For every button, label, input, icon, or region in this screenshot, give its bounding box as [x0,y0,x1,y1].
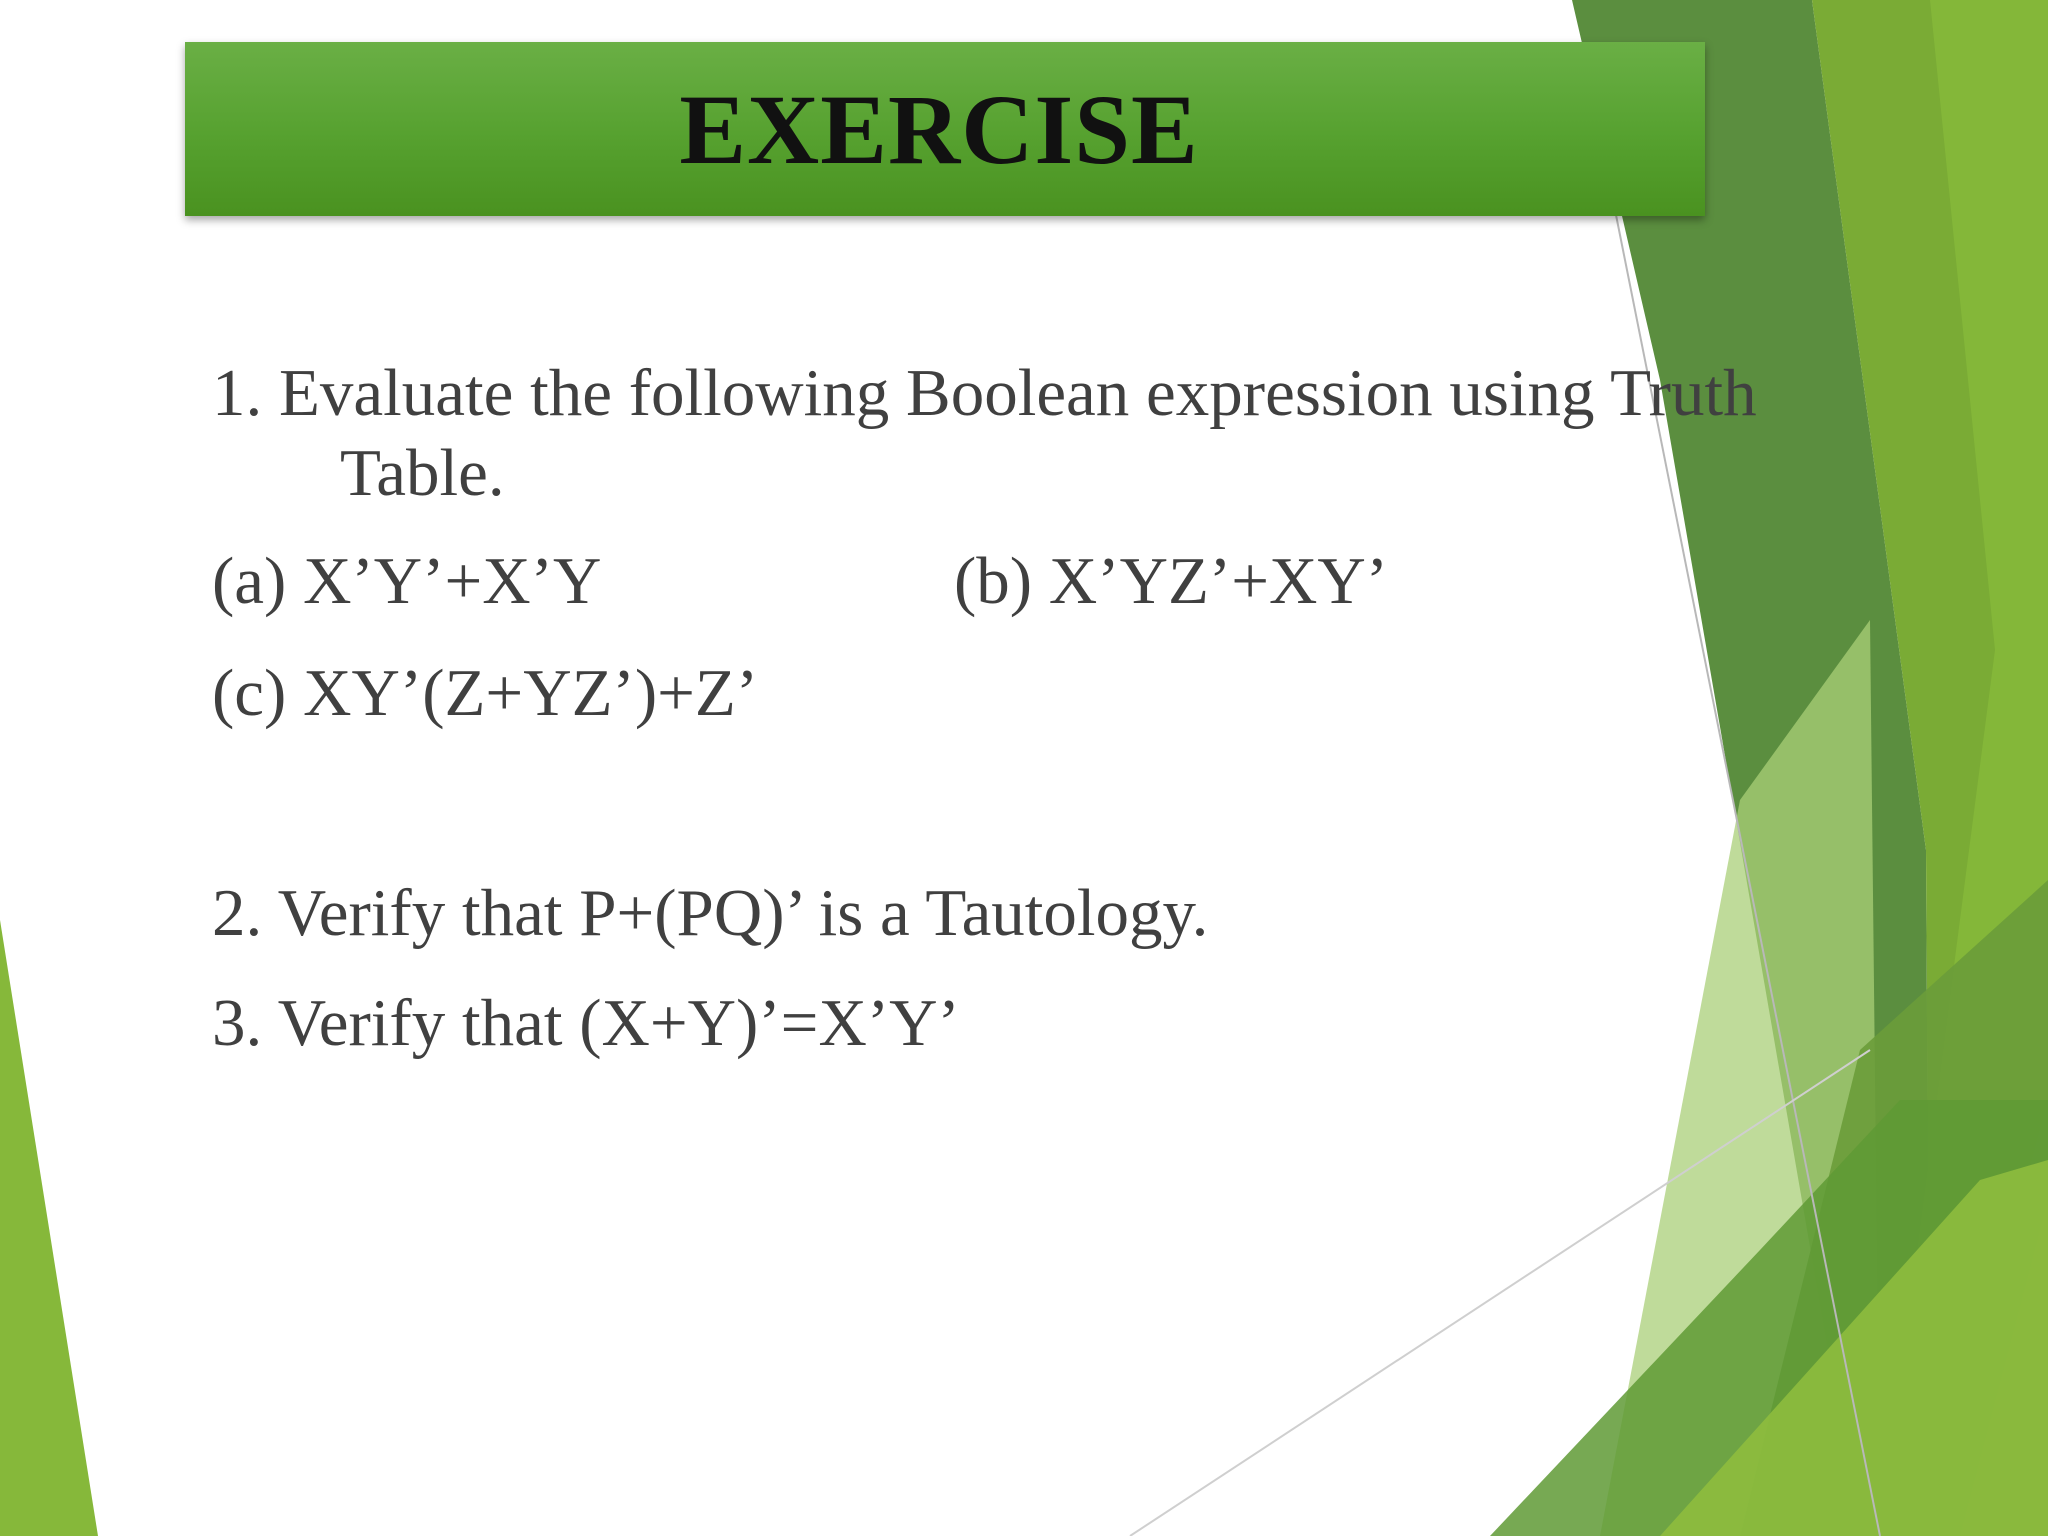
question-1-line-1: 1. Evaluate the following Boolean expression using Truth [212,356,1757,430]
question-1a: (a) X’Y’+X’Y [212,544,602,618]
title-bar [185,42,1705,216]
question-1c: (c) XY’(Z+YZ’)+Z’ [212,656,759,730]
left-shard [0,920,98,1536]
question-1b: (b) X’YZ’+XY’ [954,544,1389,618]
question-2: 2. Verify that P+(PQ)’ is a Tautology. [212,876,1209,950]
question-3: 3. Verify that (X+Y)’=X’Y’ [212,986,960,1060]
question-1-line-2: Table. [340,436,505,510]
slide-title: EXERCISE [679,73,1199,185]
